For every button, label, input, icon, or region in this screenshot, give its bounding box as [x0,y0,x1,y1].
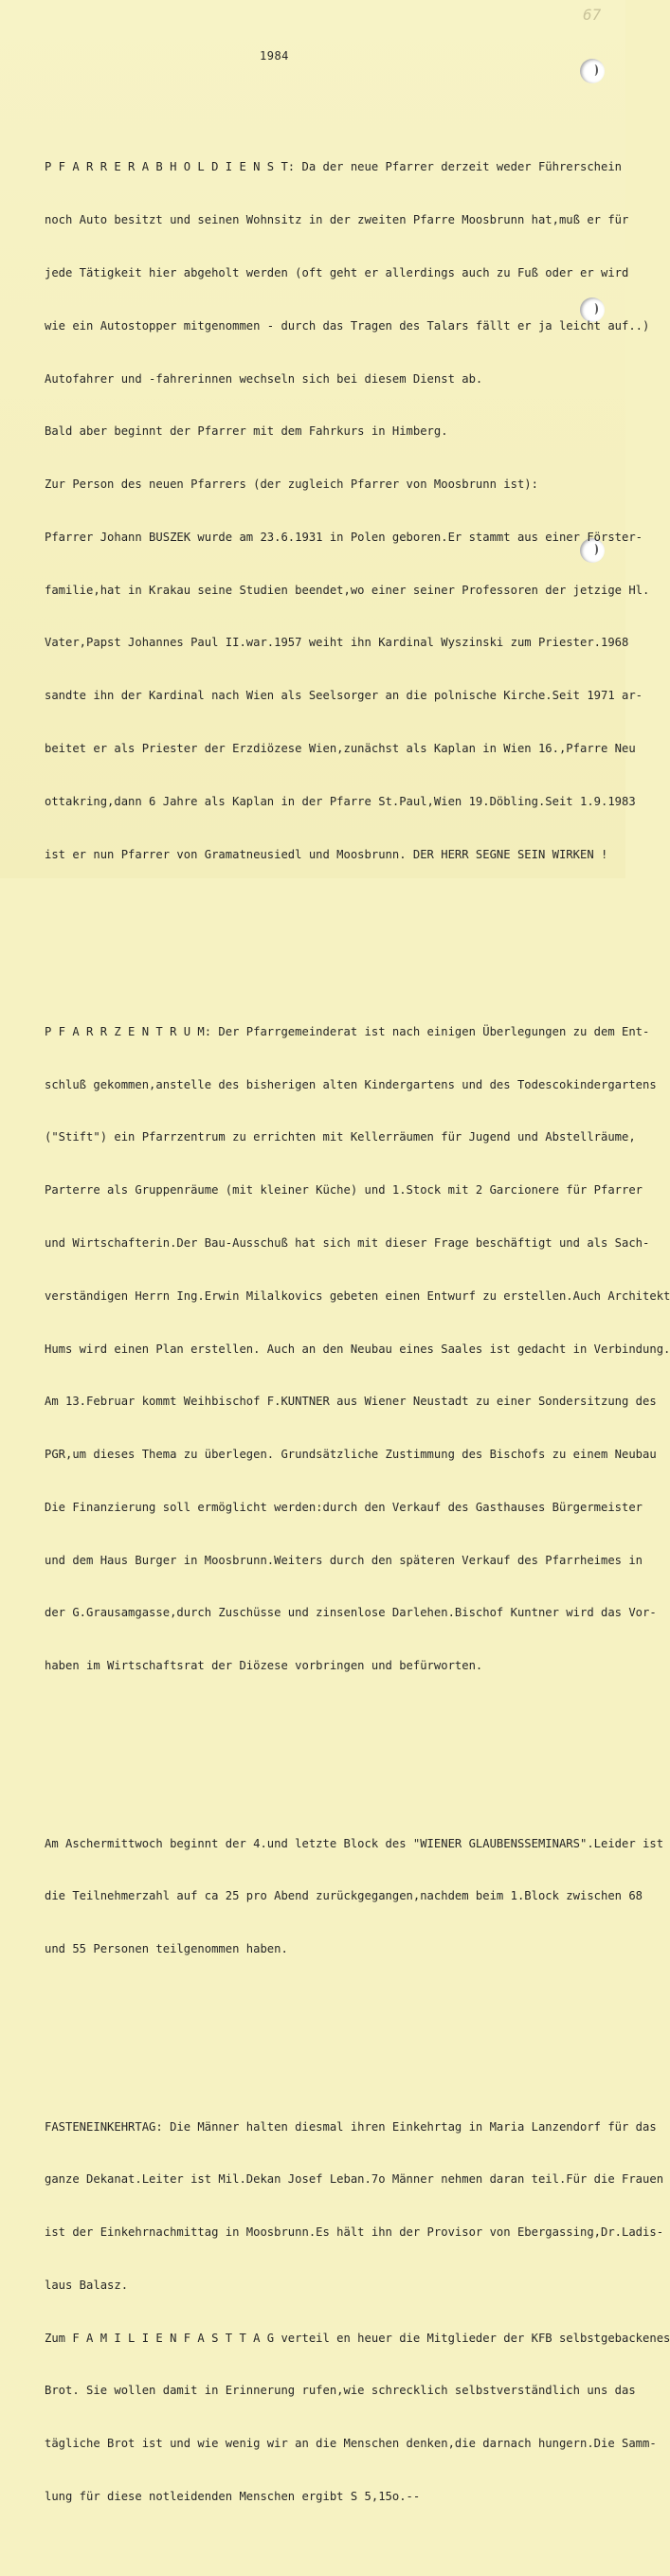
text-line: Die Finanzierung soll ermöglicht werden:durch den Verkauf des Gasthauses Bürgermeister [45,1500,643,1514]
text-line: PGR,um dieses Thema zu überlegen. Grundsätzliche Zustimmung des Bischofs zu einem Neubau [45,1448,657,1462]
text-line: Vater,Papst Johannes Paul II.war.1957 weiht ihn Kardinal Wyszinski zum Priester.1968 [45,636,629,650]
paragraph-gap [45,1745,623,1764]
text-line: Am Aschermittwoch beginnt der 4.und letzte Block des "WIENER GLAUBENSSEMINARS".Leider ist [45,1836,664,1850]
text-line: haben im Wirtschaftsrat der Diözese vorbringen und befürworten. [45,1659,483,1673]
text-line: Zum F A M I L I E N F A S T T A G verteil en heuer die Mitglieder der KFB selbstgebackenes [45,2331,670,2345]
text-line: ist er nun Pfarrer von Gramatneusiedl und Moosbrunn. DER HERR SEGNE SEIN WIRKEN ! [45,847,608,861]
paragraph-glaubensseminar [45,1799,664,1993]
text-line: Zur Person des neuen Pfarrers (der zugleich Pfarrer von Moosbrunn ist): [45,477,538,492]
paragraph-pfarrerabholdienst [45,123,650,898]
text-line: beitet er als Priester der Erzdiözese Wien,zunächst als Kaplan in Wien 16.,Pfarre Neu [45,741,636,755]
paragraph-pfarrzentrum [45,988,670,1710]
text-line: ganze Dekanat.Leiter ist Mil.Dekan Josef Leban.7o Männer nehmen daran teil.Für die Frauen [45,2172,664,2187]
corner-page-mark: 67 [583,6,602,24]
text-line: lung für diese notleidenden Menschen ergibt S 5,15o.-- [45,2489,421,2503]
text-line: und dem Haus Burger in Moosbrunn.Weiters durch den späteren Verkauf des Pfarrheimes in [45,1553,643,1567]
text-line: Brot. Sie wollen damit in Erinnerung rufen,wie schrecklich selbstverständlich uns das [45,2384,636,2398]
page-year: 1984 [260,49,289,63]
text-line: und 55 Personen teilgenommen haben. [45,1942,288,1956]
text-line: schluß gekommen,anstelle des bisherigen alten Kindergartens und des Todescokindergartens [45,1077,657,1091]
text-line: tägliche Brot ist und wie wenig wir an die Menschen denken,die darnach hungern.Die Samm- [45,2437,657,2451]
text-line: Pfarrer Johann BUSZEK wurde am 23.6.1931 in Polen geboren.Er stammt aus einer Förster- [45,530,643,544]
text-line: und Wirtschafterin.Der Bau-Ausschuß hat sich mit dieser Frage beschäftigt und als Sach- [45,1236,650,1250]
paragraph-fasteneinkehrtag [45,2082,670,2540]
text-line: Autofahrer und -fahrerinnen wechseln sich bei diesem Dienst ab. [45,371,483,386]
text-line: P F A R R E R A B H O L D I E N S T: Da der neue Pfarrer derzeit weder Führerschein [45,160,623,174]
text-line: ist der Einkehrnachmittag in Moosbrunn.Es hält ihn der Provisor von Ebergassing,Dr.Ladis- [45,2225,664,2240]
document-body [45,88,670,2576]
text-line: ("Stift") ein Pfarrzentrum zu errichten mit Kellerräumen für Jugend und Abstellräume, [45,1130,636,1144]
text-line: der G.Grausamgasse,durch Zuschüsse und zinsenlose Darlehen.Bischof Kuntner wird das Vor- [45,1606,657,1620]
text-line: die Teilnehmerzahl auf ca 25 pro Abend zurückgegangen,nachdem beim 1.Block zwischen 68 [45,1889,643,1903]
text-line: Am 13.Februar kommt Weihbischof F.KUNTNER aus Wiener Neustadt zu einer Sondersitzung des [45,1395,657,1409]
text-line: Parterre als Gruppenräume (mit kleiner Küche) und 1.Stock mit 2 Garcionere für Pfarrer [45,1183,643,1198]
text-line: ottakring,dann 6 Jahre als Kaplan in der Pfarre St.Paul,Wien 19.Döbling.Seit 1.9.1983 [45,794,636,808]
text-line: Bald aber beginnt der Pfarrer mit dem Fahrkurs in Himberg. [45,424,448,439]
text-line: noch Auto besitzt und seinen Wohnsitz in der zweiten Pfarre Moosbrunn hat,muß er für [45,213,629,227]
text-line: verständigen Herrn Ing.Erwin Milalkovics gebeten einen Entwurf zu erstellen.Auch Architekt [45,1288,670,1303]
text-line: P F A R R Z E N T R U M: Der Pfarrgemeinderat ist nach einigen Überlegungen zu dem Ent- [45,1024,650,1038]
punch-hole-icon [580,59,605,83]
text-line: jede Tätigkeit hier abgeholt werden (oft geht er allerdings auch zu Fuß oder er wird [45,265,629,279]
text-line: Hums wird einen Plan erstellen. Auch an den Neubau eines Saales ist gedacht in Verbindung. [45,1342,670,1356]
text-line: laus Balasz. [45,2278,129,2292]
text-line: sandte ihn der Kardinal nach Wien als Seelsorger an die polnische Kirche.Seit 1971 ar- [45,689,643,703]
text-line: familie,hat in Krakau seine Studien beendet,wo einer seiner Professoren der jetzige Hl. [45,583,650,597]
paragraph-gap [45,934,623,953]
text-line: FASTENEINKEHRTAG: Die Männer halten diesmal ihren Einkehrtag in Maria Lanzendorf für das [45,2119,657,2134]
text-line: wie ein Autostopper mitgenommen - durch das Tragen des Talars fällt er ja leicht auf..) [45,318,650,333]
paragraph-gap [45,2028,623,2047]
